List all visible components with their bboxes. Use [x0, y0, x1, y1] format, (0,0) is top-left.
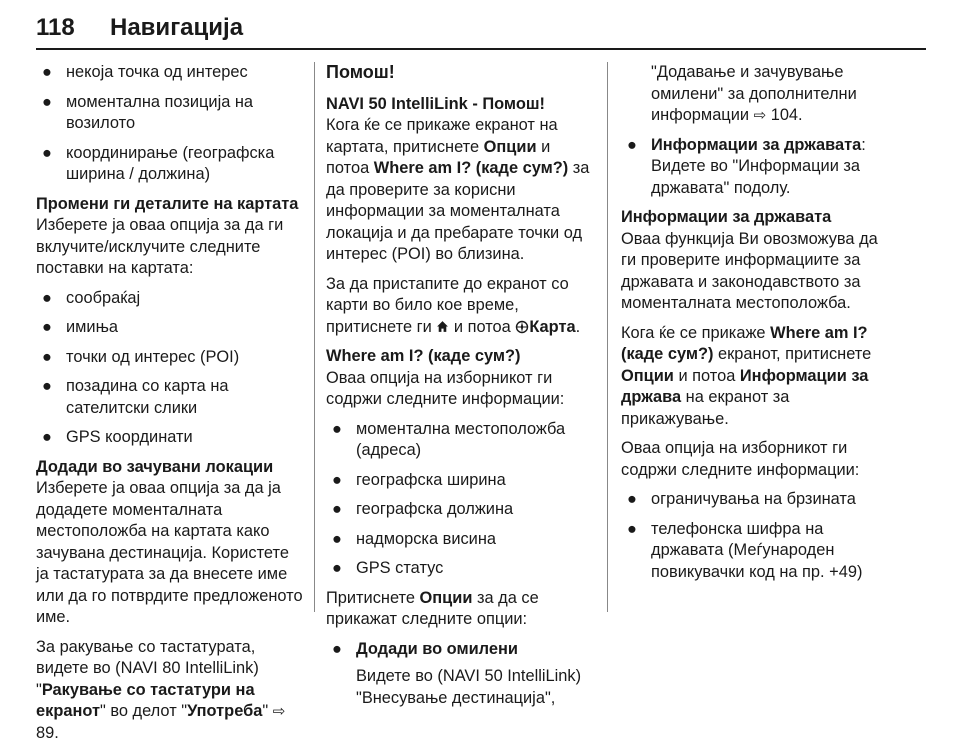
paragraph: Кога ќе се прикаже Where am I? (каде сум?) екранот, притиснете Опции и потоа Информации за држава на екранот за прикажување.: [621, 323, 872, 428]
paragraph: Оваа опција на изборникот ги содржи следните информации:: [621, 439, 860, 479]
list-item: ● телефонска шифра на државата (Меѓународен повикувачки код на пр. +49): [627, 519, 863, 581]
section-heading: Информации за државата: [621, 208, 832, 226]
crossref-link: Ракување со тастатури на екранот: [36, 680, 255, 720]
column-divider: [607, 62, 608, 612]
paragraph: Изберете ја оваа опција за да ги вклучите/исклучите следните поставки на картата:: [36, 216, 284, 277]
bullet-icon: ●: [42, 347, 52, 366]
list-item: ● Додади во омилени: [326, 639, 594, 661]
paragraph: Изберете ја оваа опција за да ја додадете моменталната местоположба на картата како зачувана дестинација. Користете ја тастатурата за да внесете име или да го потврдите предложеното име.: [36, 479, 303, 626]
list-item: ● позадина со карта на сателитски слики: [42, 377, 229, 417]
bullet-icon: ●: [332, 500, 342, 518]
bullet-icon: ●: [42, 288, 52, 307]
paragraph: Видете во (NAVI 50 IntelliLink) "Внесување дестинација",: [356, 667, 582, 707]
bullet-icon: ●: [332, 529, 342, 548]
bullet-icon: ●: [332, 470, 342, 489]
list-item: ● географска должина: [326, 499, 594, 521]
paragraph: Кога ќе се прикаже екранот на картата, притиснете Опции и потоа Where am I? (каде сум?) за да проверите за корисни информации за моменталната локација и да пребарате точки од интерес (POI) во близина.: [326, 116, 590, 263]
page-ref-arrow-icon: ⇨: [753, 107, 767, 124]
bullet-icon: ●: [42, 377, 52, 395]
section-title: Помош!: [326, 62, 395, 82]
list-item: ● ограничувања на брзината: [621, 489, 889, 511]
chapter-title: Навигација: [110, 14, 244, 41]
list-item: ● координирање (географска ширина / должина): [42, 143, 275, 183]
paragraph: Притиснете Опции за да се прикажат следните опции:: [326, 588, 539, 628]
bullet-icon: ●: [42, 143, 52, 162]
bullet-list: [36, 288, 304, 449]
paragraph: Оваа опција на изборникот ги содржи следните информации:: [326, 368, 565, 408]
list-item: ● точки од интерес (POI): [36, 347, 304, 369]
list-item: ● GPS статус: [326, 558, 594, 580]
page-ref-arrow-icon: ⇨: [272, 703, 286, 720]
column-2: [326, 62, 594, 717]
bullet-icon: ●: [627, 519, 637, 538]
bullet-icon: ●: [332, 419, 342, 438]
page-ref: 89.: [36, 723, 59, 742]
list-item: ● некоја точка од интерес: [36, 62, 304, 84]
page-header: [36, 8, 926, 48]
bullet-icon: ●: [627, 135, 637, 154]
bullet-icon: ●: [42, 428, 52, 446]
section-heading: Промени ги деталите на картата: [36, 194, 299, 213]
bullet-list: [621, 489, 889, 583]
map-icon: [515, 320, 529, 334]
paragraph: "Додавање и зачувување омилени" за дополнителни информации ⇨ 104.: [651, 63, 857, 124]
list-item: ● географска ширина: [326, 470, 594, 492]
bullet-icon: ●: [42, 318, 52, 336]
list-item: ● Информации за државата: Видете во "Информации за државата" подолу.: [627, 135, 866, 197]
paragraph: Оваа функција Ви овозможува да ги проверите информациите за државата и законодавството за моменталната местоположба.: [621, 229, 878, 312]
home-icon: [436, 320, 449, 333]
paragraph: За ракување со тастатурата, видете во (NAVI 80 IntelliLink) "Ракување со тастатури на екранот" во делот "Употреба" ⇨ 89.: [36, 637, 286, 742]
column-divider: [314, 62, 315, 612]
section-heading: Where am I? (каде сум?): [326, 347, 521, 365]
header-rule: [36, 48, 926, 50]
list-item: ● имиња: [36, 317, 304, 339]
list-item: ● надморска висина: [326, 529, 594, 551]
bullet-icon: ●: [627, 490, 637, 508]
bullet-list: [326, 419, 594, 580]
list-item: ● GPS координати: [36, 427, 304, 449]
page-number: 118: [36, 14, 75, 41]
bullet-list: [36, 62, 304, 186]
bullet-icon: ●: [332, 639, 342, 658]
column-3: [621, 62, 889, 591]
list-item: ● моментална местоположба (адреса): [332, 419, 566, 459]
list-item: ● сообраќај: [36, 288, 304, 310]
bullet-icon: ●: [42, 92, 52, 111]
list-item: ● моментална позиција на возилото: [42, 92, 254, 132]
bullet-icon: ●: [42, 63, 52, 81]
bullet-list: [621, 135, 889, 200]
section-heading: Додади во зачувани локации: [36, 457, 274, 476]
section-heading: NAVI 50 IntelliLink - Помош!: [326, 94, 545, 113]
column-1: [36, 62, 304, 752]
paragraph: За да пристапите до екранот со карти во било кое време, притиснете ги и потоа Карта.: [326, 274, 581, 336]
page-ref: 104.: [770, 106, 803, 124]
bullet-icon: ●: [332, 559, 342, 577]
